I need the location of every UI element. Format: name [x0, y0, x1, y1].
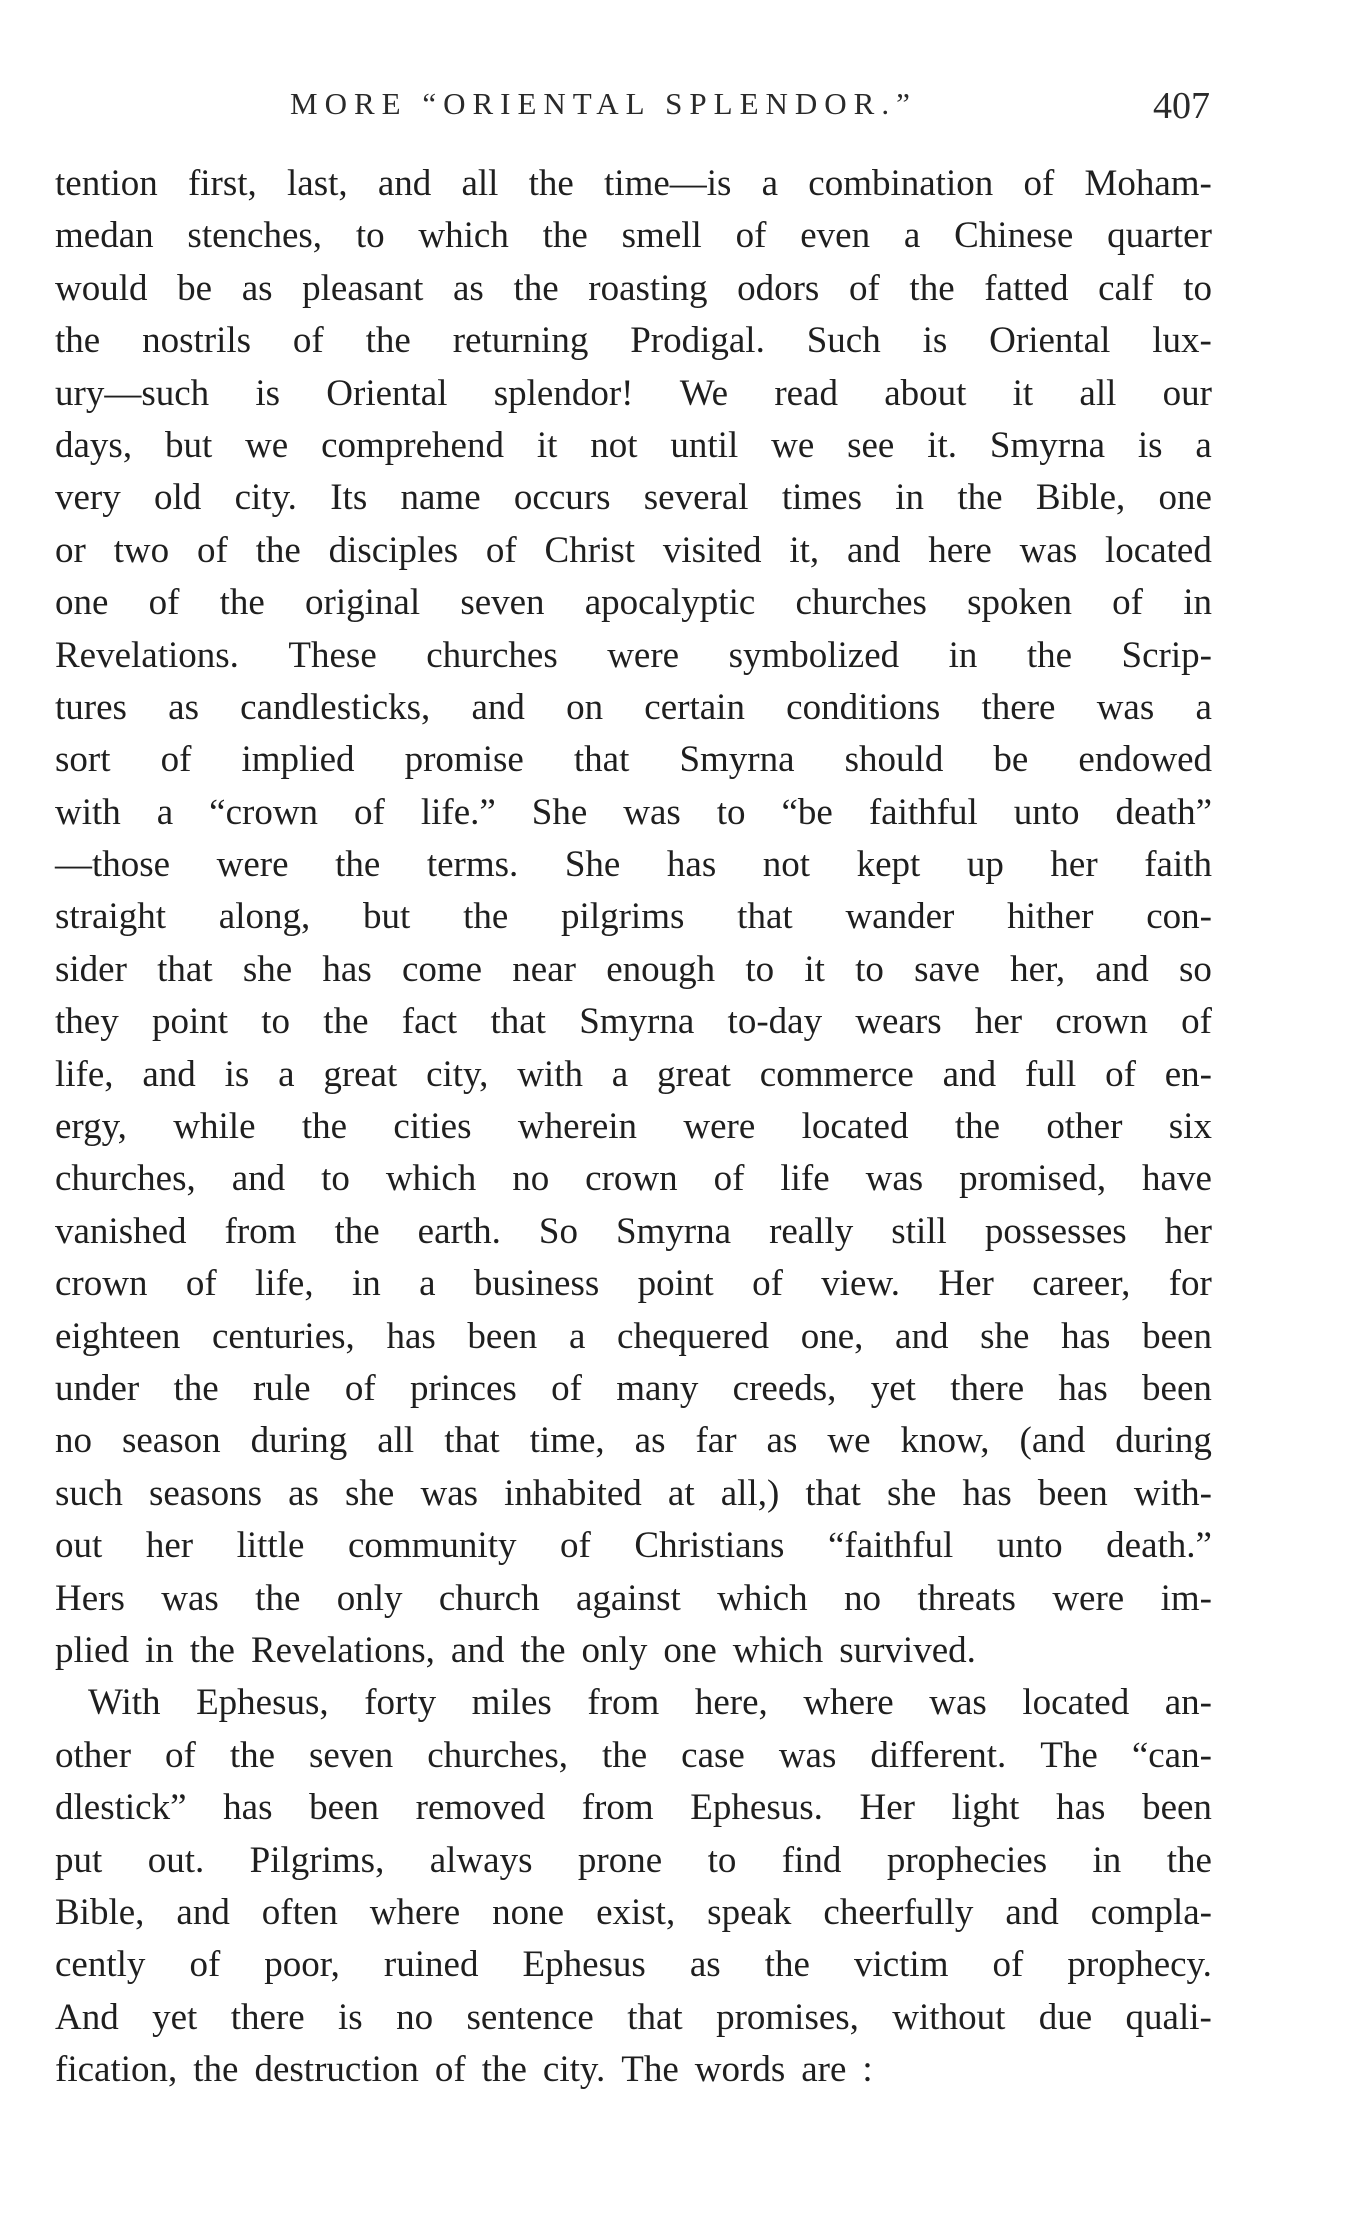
text-line: dlestick” has been removed from Ephesus. Her light has been	[55, 1787, 1212, 1829]
text-line: crown of life, in a business point of view. Her career, for	[55, 1263, 1212, 1305]
text-line: very old city. Its name occurs several times in the Bible, one	[55, 477, 1212, 519]
text-line: ury—such is Oriental splendor! We read about it all our	[55, 372, 1212, 414]
text-line: —those were the terms. She has not kept up her faith	[55, 844, 1212, 886]
text-line: with a “crown of life.” She was to “be faithful unto death”	[55, 791, 1212, 833]
text-line: sider that she has come near enough to it to save her, and so	[55, 948, 1212, 990]
text-line: the nostrils of the returning Prodigal. Such is Oriental lux-	[55, 320, 1212, 362]
text-line: straight along, but the pilgrims that wander hither con-	[55, 896, 1212, 938]
text-line: no season during all that time, as far as we know, (and during	[55, 1420, 1212, 1462]
text-line: put out. Pilgrims, always prone to find prophecies in the	[55, 1839, 1212, 1881]
text-line: sort of implied promise that Smyrna should be endowed	[55, 739, 1212, 781]
text-line: tures as candlesticks, and on certain conditions there was a	[55, 686, 1212, 728]
text-line: plied in the Revelations, and the only one which survived.	[55, 1629, 976, 1671]
text-line: fication, the destruction of the city. The words are :	[55, 2049, 873, 2091]
text-line: With Ephesus, forty miles from here, where was located an-	[88, 1682, 1212, 1724]
page-number: 407	[1153, 85, 1210, 127]
body-text	[55, 158, 1212, 2096]
text-line: ergy, while the cities wherein were located the other six	[55, 1106, 1212, 1148]
text-line: medan stenches, to which the smell of even a Chinese quarter	[55, 215, 1212, 257]
text-line: tention first, last, and all the time—is a combination of Moham-	[55, 163, 1212, 204]
text-line: days, but we comprehend it not until we see it. Smyrna is a	[55, 424, 1212, 466]
text-line: Hers was the only church against which no threats were im-	[55, 1577, 1212, 1619]
text-line: Bible, and often where none exist, speak cheerfully and compla-	[55, 1891, 1212, 1933]
text-line: would be as pleasant as the roasting odors of the fatted calf to	[55, 267, 1212, 309]
text-line: or two of the disciples of Christ visited it, and here was located	[55, 529, 1212, 571]
running-title: MORE “ORIENTAL SPLENDOR.”	[290, 86, 917, 121]
text-line: eighteen centuries, has been a chequered one, and she has been	[55, 1315, 1212, 1357]
text-line: And yet there is no sentence that promises, without due quali-	[55, 1996, 1212, 2038]
text-line: such seasons as she was inhabited at all,) that she has been with-	[55, 1472, 1212, 1514]
text-line: life, and is a great city, with a great commerce and full of en-	[55, 1053, 1212, 1095]
text-line: Revelations. These churches were symbolized in the Scrip-	[55, 634, 1212, 676]
text-line: churches, and to which no crown of life was promised, have	[55, 1158, 1212, 1200]
running-header	[290, 86, 1210, 126]
text-line: cently of poor, ruined Ephesus as the victim of prophecy.	[55, 1944, 1212, 1986]
text-line: they point to the fact that Smyrna to-day wears her crown of	[55, 1001, 1212, 1043]
text-line: vanished from the earth. So Smyrna really still possesses her	[55, 1210, 1212, 1252]
text-line: out her little community of Christians “faithful unto death.”	[55, 1525, 1212, 1567]
text-line: under the rule of princes of many creeds, yet there has been	[55, 1367, 1212, 1409]
text-line: other of the seven churches, the case was different. The “can-	[55, 1734, 1212, 1776]
text-line: one of the original seven apocalyptic churches spoken of in	[55, 582, 1212, 624]
